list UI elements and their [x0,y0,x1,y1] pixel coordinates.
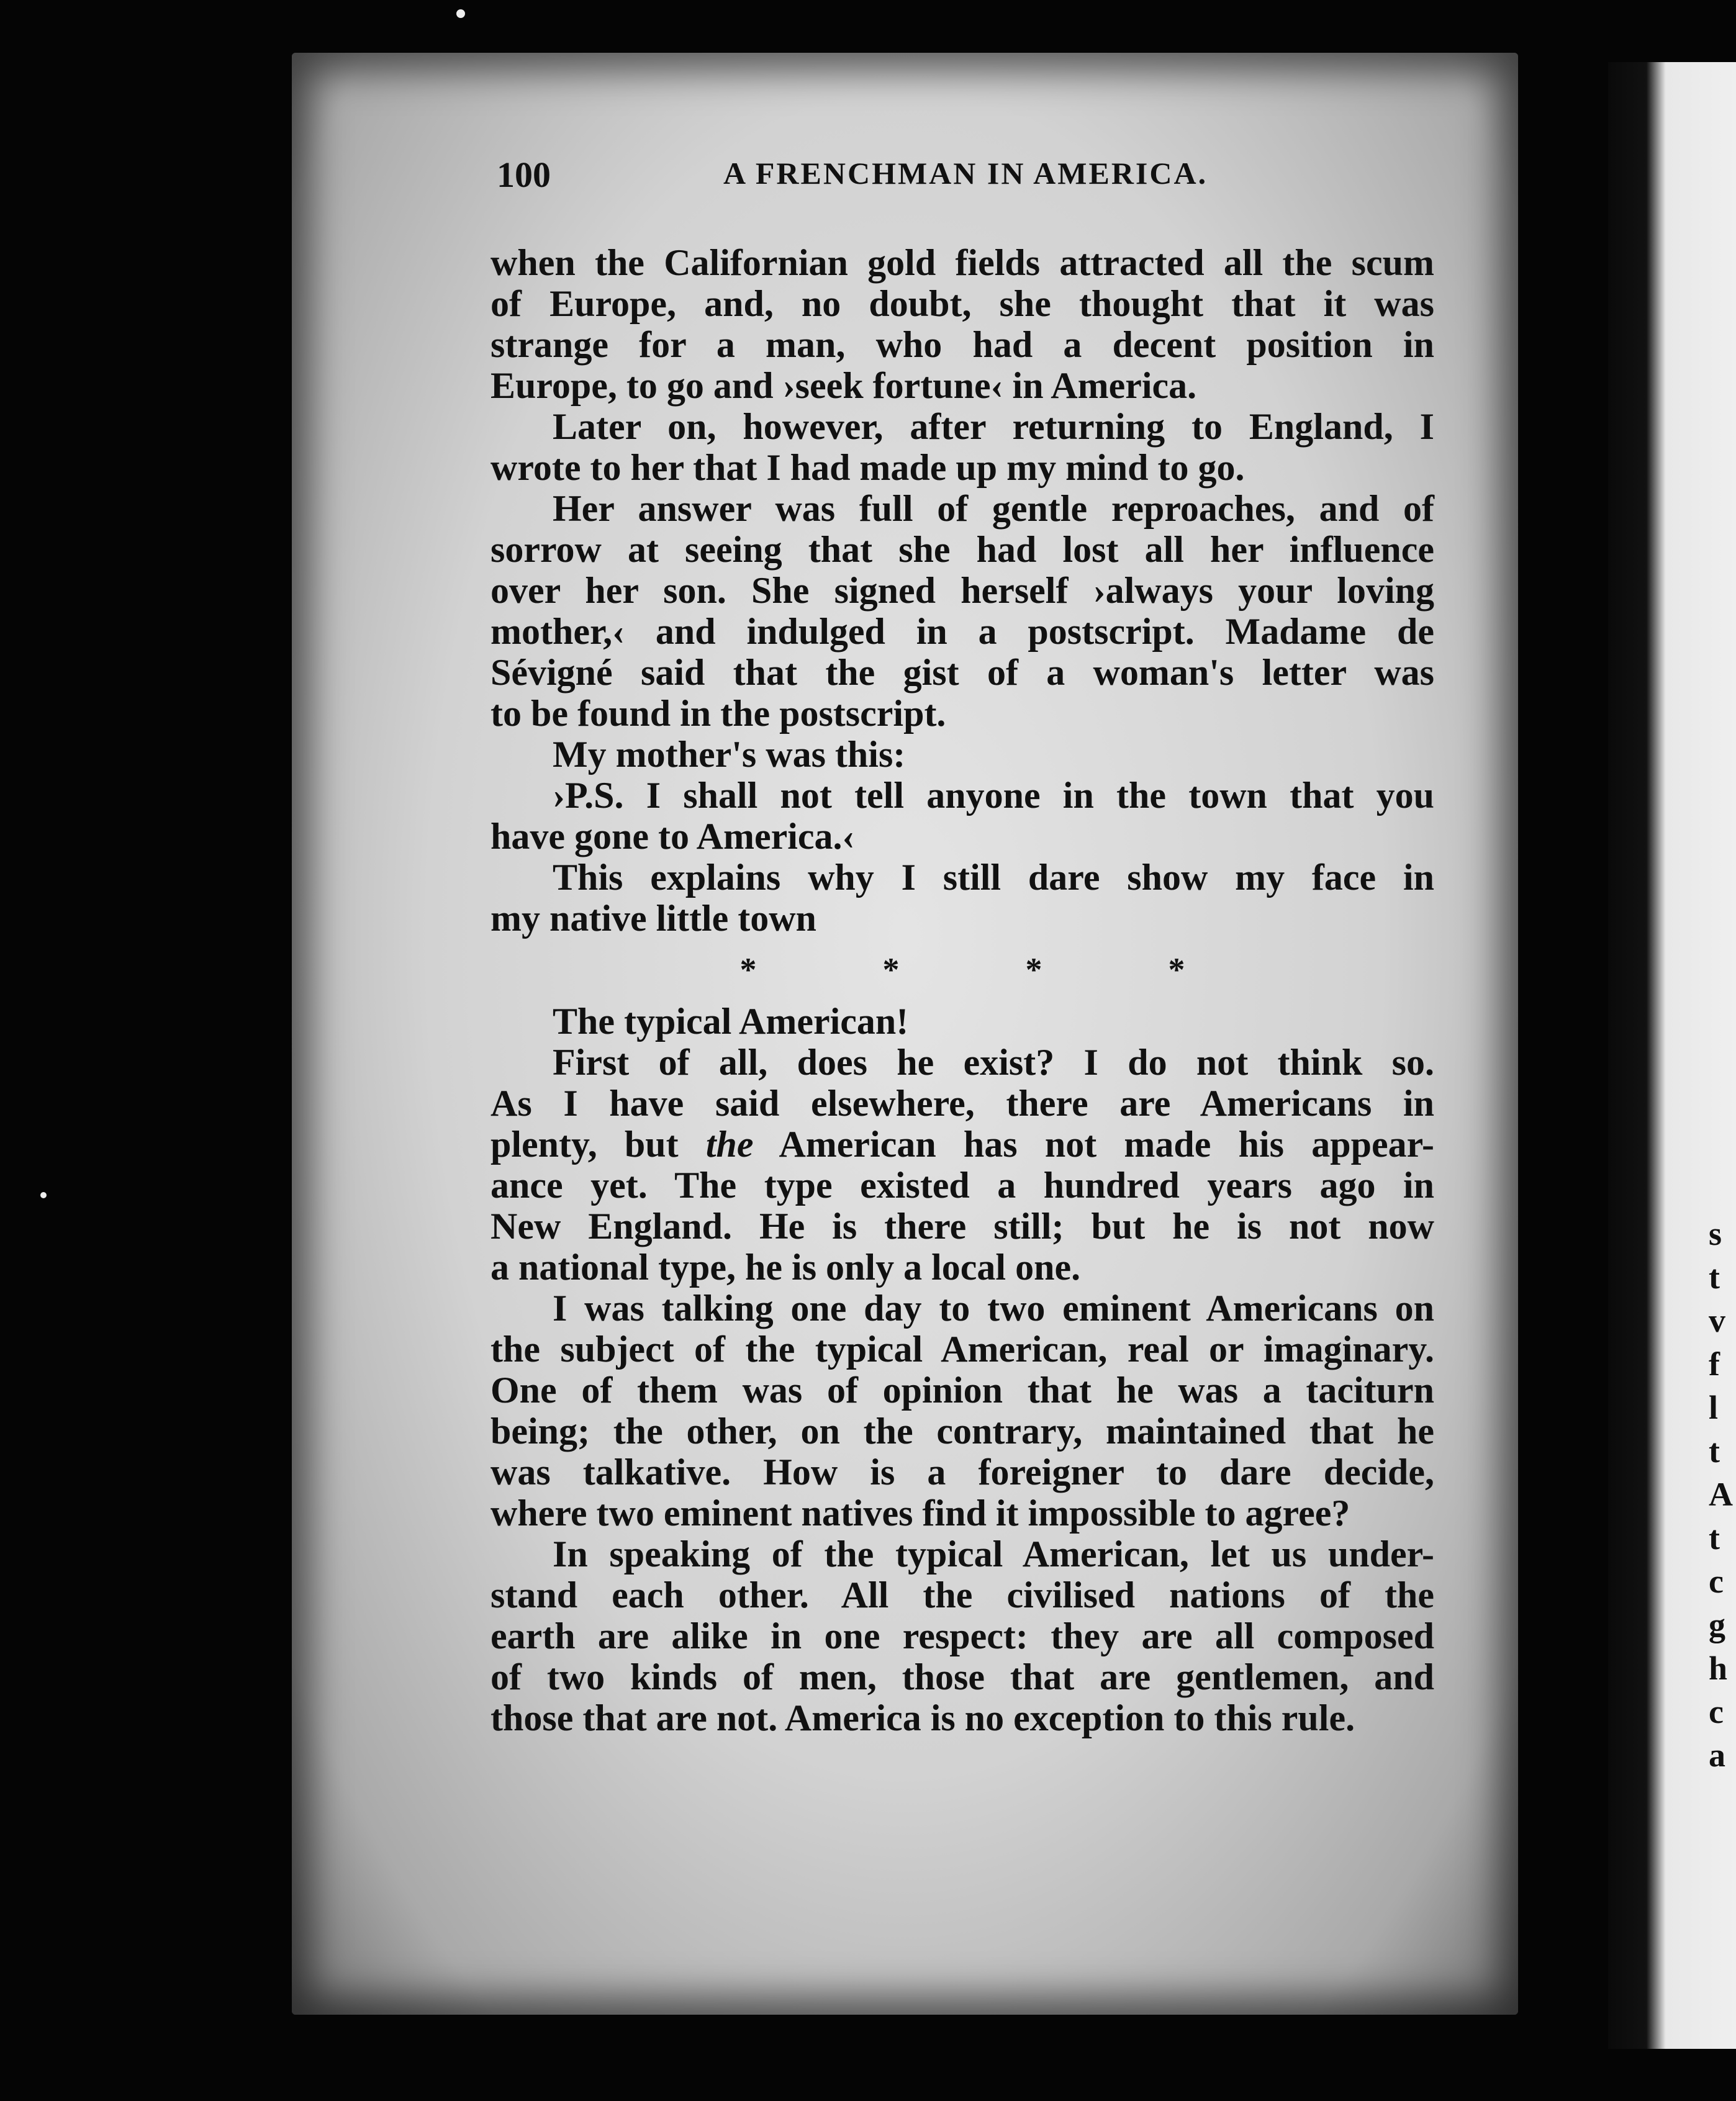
adjacent-letter: t [1709,1432,1720,1470]
asterism-mark: * [882,951,900,988]
asterism-mark: * [1168,951,1185,988]
text-line: the subject of the typical American, real or imaginary. [491,1329,1434,1370]
adjacent-letter: v [1709,1302,1725,1339]
asterism-mark: * [1025,951,1042,988]
adjacent-letter: f [1709,1345,1720,1383]
adjacent-letter: s [1709,1215,1722,1252]
text-fragment: plenty, but [491,1124,706,1165]
text-line: Europe, to go and ›seek fortune‹ in America. [491,365,1197,406]
adjacent-letter: A [1709,1476,1733,1513]
text-line: earth are alike in one respect: they are all composed [491,1615,1434,1656]
section-break-ornament [677,939,1248,1001]
text-line: over her son. She signed herself ›always your loving [491,570,1434,611]
text-line: In speaking of the typical American, let us under- [553,1534,1434,1575]
text-line: of Europe, and, no doubt, she thought that it was [491,283,1434,324]
text-line: ance yet. The type existed a hundred years ago in [491,1165,1434,1206]
page-number: 100 [497,155,551,195]
text-line: of two kinds of men, those that are gentlemen, and [491,1656,1434,1697]
text-line: This explains why I still dare show my face in [553,857,1434,898]
text-line: Later on, however, after returning to England, I [553,406,1434,447]
text-line: strange for a man, who had a decent position in [491,324,1434,365]
text-line: stand each other. All the civilised nations of the [491,1575,1434,1615]
text-line [491,1124,1434,1165]
adjacent-letter: h [1709,1650,1728,1687]
adjacent-letter: a [1709,1737,1725,1774]
text-line: was talkative. How is a foreigner to dare decide, [491,1452,1434,1493]
text-line: those that are not. America is no exception to this rule. [491,1697,1355,1738]
text-line: a national type, he is only a local one. [491,1247,1081,1288]
dust-speck [40,1192,47,1198]
text-line: One of them was of opinion that he was a taciturn [491,1370,1434,1411]
text-line: have gone to America.‹ [491,816,855,857]
dust-speck [456,9,465,18]
text-fragment: American has not made his appear- [753,1124,1434,1165]
adjacent-letter: g [1709,1606,1725,1643]
page-header [497,143,1453,199]
text-line: My mother's was this: [553,734,906,775]
running-title: A FRENCHMAN IN AMERICA. [723,156,1208,191]
adjacent-letter: l [1709,1389,1719,1426]
text-line: As I have said elsewhere, there are Americans in [491,1083,1434,1124]
text-line: sorrow at seeing that she had lost all her influence [491,529,1434,570]
italic-emphasis: the [705,1124,754,1165]
text-line: First of all, does he exist? I do not think so. [553,1042,1434,1083]
text-line: The typical American! [553,1001,909,1042]
text-line: Her answer was full of gentle reproaches, and of [553,488,1434,529]
adjacent-letter: t [1709,1519,1720,1557]
text-line: Sévigné said that the gist of a woman's letter was [491,652,1434,693]
text-line: my native little town [491,898,816,939]
asterism-mark: * [739,951,757,988]
text-line: mother,‹ and indulged in a postscript. Madame de [491,611,1434,652]
adjacent-letter: c [1709,1563,1724,1600]
body-text [491,242,1434,1738]
text-line: when the Californian gold fields attracted all the scum [491,242,1434,283]
text-line: New England. He is there still; but he is not now [491,1206,1434,1247]
adjacent-letter: c [1709,1693,1724,1730]
text-line: to be found in the postscript. [491,693,946,734]
text-line: I was talking one day to two eminent Americans on [553,1288,1434,1329]
text-line: ›P.S. I shall not tell anyone in the town that you [553,775,1434,816]
text-line: where two eminent natives find it impossible to agree? [491,1493,1350,1534]
text-line: wrote to her that I had made up my mind to go. [491,447,1245,488]
text-line: being; the other, on the contrary, maintained that he [491,1411,1434,1452]
adjacent-letter: t [1709,1258,1720,1296]
